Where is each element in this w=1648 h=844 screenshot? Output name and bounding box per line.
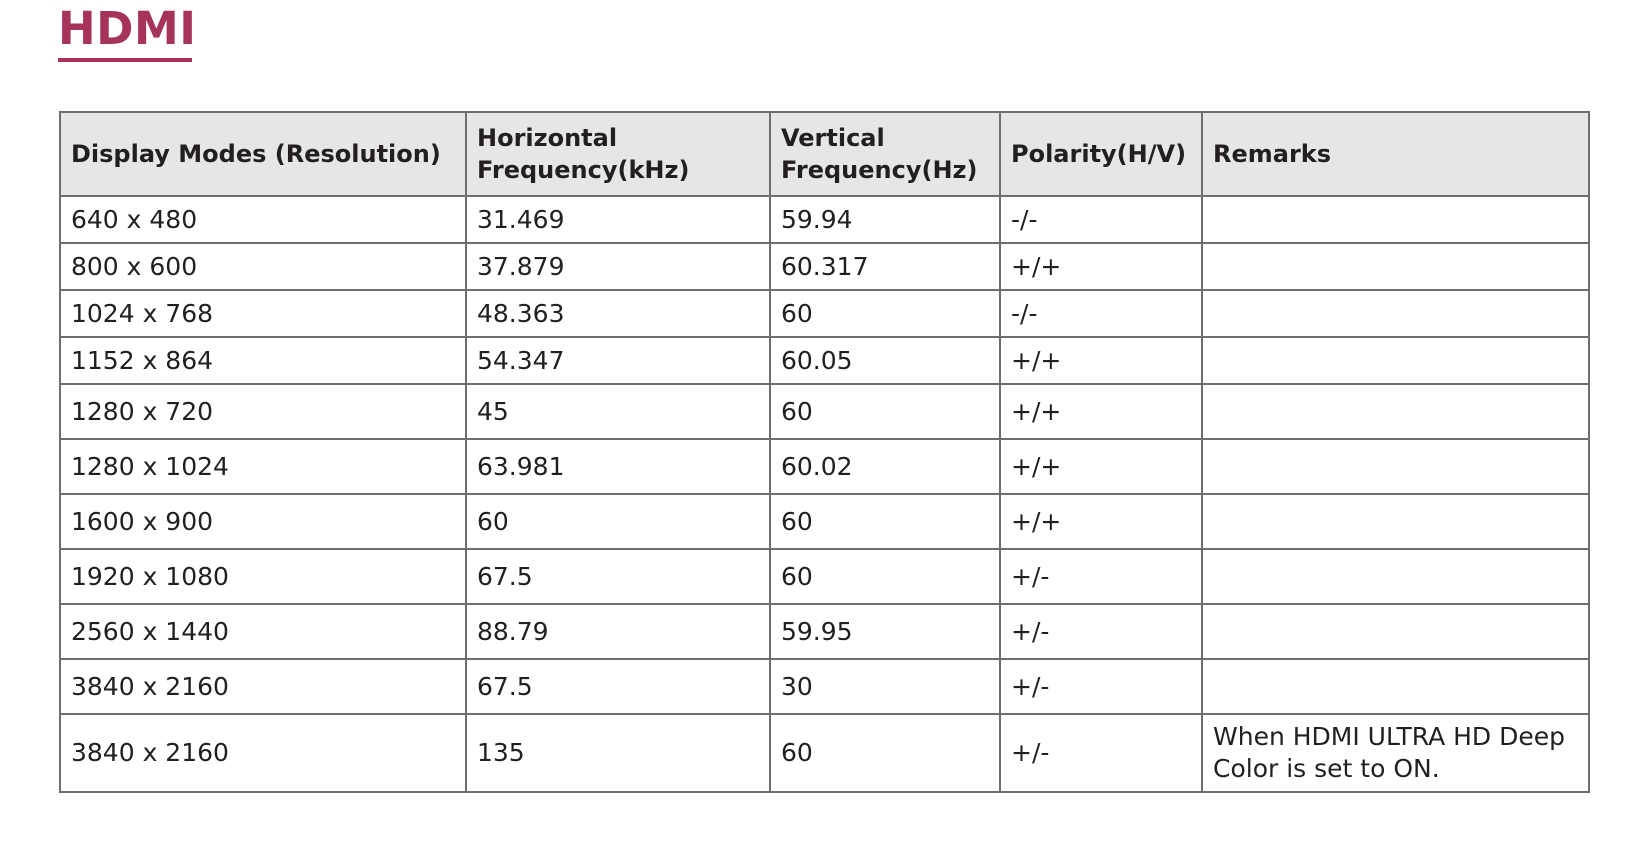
table-row: [60, 290, 1589, 337]
cell-horizontal-frequency: 31.469: [466, 196, 770, 243]
cell-horizontal-frequency: 67.5: [466, 549, 770, 604]
cell-vertical-frequency: 59.95: [770, 604, 1000, 659]
cell-resolution: 1600 x 900: [60, 494, 466, 549]
cell-resolution: 1024 x 768: [60, 290, 466, 337]
cell-vertical-frequency: 60: [770, 290, 1000, 337]
table-row: [60, 439, 1589, 494]
cell-horizontal-frequency: 63.981: [466, 439, 770, 494]
cell-resolution: 1280 x 720: [60, 384, 466, 439]
cell-polarity: +/-: [1000, 659, 1202, 714]
cell-remarks: When HDMI ULTRA HD Deep Color is set to ON.: [1202, 714, 1589, 792]
cell-vertical-frequency: 60: [770, 549, 1000, 604]
cell-polarity: +/+: [1000, 439, 1202, 494]
cell-vertical-frequency: 60.05: [770, 337, 1000, 384]
cell-resolution: 1152 x 864: [60, 337, 466, 384]
cell-horizontal-frequency: 45: [466, 384, 770, 439]
cell-horizontal-frequency: 37.879: [466, 243, 770, 290]
cell-resolution: 1920 x 1080: [60, 549, 466, 604]
cell-resolution: 3840 x 2160: [60, 659, 466, 714]
cell-remarks: [1202, 604, 1589, 659]
cell-vertical-frequency: 60: [770, 714, 1000, 792]
header-vertical-frequency: Vertical Frequency(Hz): [770, 112, 1000, 196]
table-row: [60, 549, 1589, 604]
title-underline: [58, 58, 192, 62]
table-row: [60, 659, 1589, 714]
cell-remarks: [1202, 243, 1589, 290]
table-row: [60, 714, 1589, 792]
table-row: [60, 384, 1589, 439]
cell-vertical-frequency: 60.02: [770, 439, 1000, 494]
cell-resolution: 3840 x 2160: [60, 714, 466, 792]
header-horizontal-frequency: Horizontal Frequency(kHz): [466, 112, 770, 196]
cell-resolution: 800 x 600: [60, 243, 466, 290]
cell-resolution: 640 x 480: [60, 196, 466, 243]
cell-vertical-frequency: 59.94: [770, 196, 1000, 243]
section-title: HDMI: [58, 2, 197, 55]
header-polarity: Polarity(H/V): [1000, 112, 1202, 196]
cell-resolution: 1280 x 1024: [60, 439, 466, 494]
cell-remarks: [1202, 494, 1589, 549]
table-header-row: [60, 112, 1589, 196]
cell-resolution: 2560 x 1440: [60, 604, 466, 659]
cell-remarks: [1202, 439, 1589, 494]
cell-polarity: +/+: [1000, 384, 1202, 439]
cell-remarks: [1202, 290, 1589, 337]
cell-polarity: +/+: [1000, 243, 1202, 290]
cell-remarks: [1202, 337, 1589, 384]
cell-remarks: [1202, 384, 1589, 439]
cell-polarity: -/-: [1000, 196, 1202, 243]
cell-remarks: [1202, 196, 1589, 243]
cell-horizontal-frequency: 60: [466, 494, 770, 549]
table-row: [60, 196, 1589, 243]
cell-polarity: +/+: [1000, 494, 1202, 549]
cell-polarity: +/-: [1000, 604, 1202, 659]
cell-horizontal-frequency: 135: [466, 714, 770, 792]
cell-polarity: +/-: [1000, 714, 1202, 792]
cell-vertical-frequency: 30: [770, 659, 1000, 714]
cell-vertical-frequency: 60: [770, 494, 1000, 549]
cell-polarity: -/-: [1000, 290, 1202, 337]
header-remarks: Remarks: [1202, 112, 1589, 196]
cell-remarks: [1202, 549, 1589, 604]
cell-horizontal-frequency: 54.347: [466, 337, 770, 384]
header-resolution: Display Modes (Resolution): [60, 112, 466, 196]
cell-horizontal-frequency: 48.363: [466, 290, 770, 337]
table-row: [60, 243, 1589, 290]
cell-polarity: +/+: [1000, 337, 1202, 384]
table-row: [60, 604, 1589, 659]
cell-polarity: +/-: [1000, 549, 1202, 604]
cell-remarks: [1202, 659, 1589, 714]
cell-vertical-frequency: 60.317: [770, 243, 1000, 290]
table-row: [60, 337, 1589, 384]
display-modes-table: [59, 111, 1590, 793]
table-row: [60, 494, 1589, 549]
cell-vertical-frequency: 60: [770, 384, 1000, 439]
cell-horizontal-frequency: 88.79: [466, 604, 770, 659]
cell-horizontal-frequency: 67.5: [466, 659, 770, 714]
